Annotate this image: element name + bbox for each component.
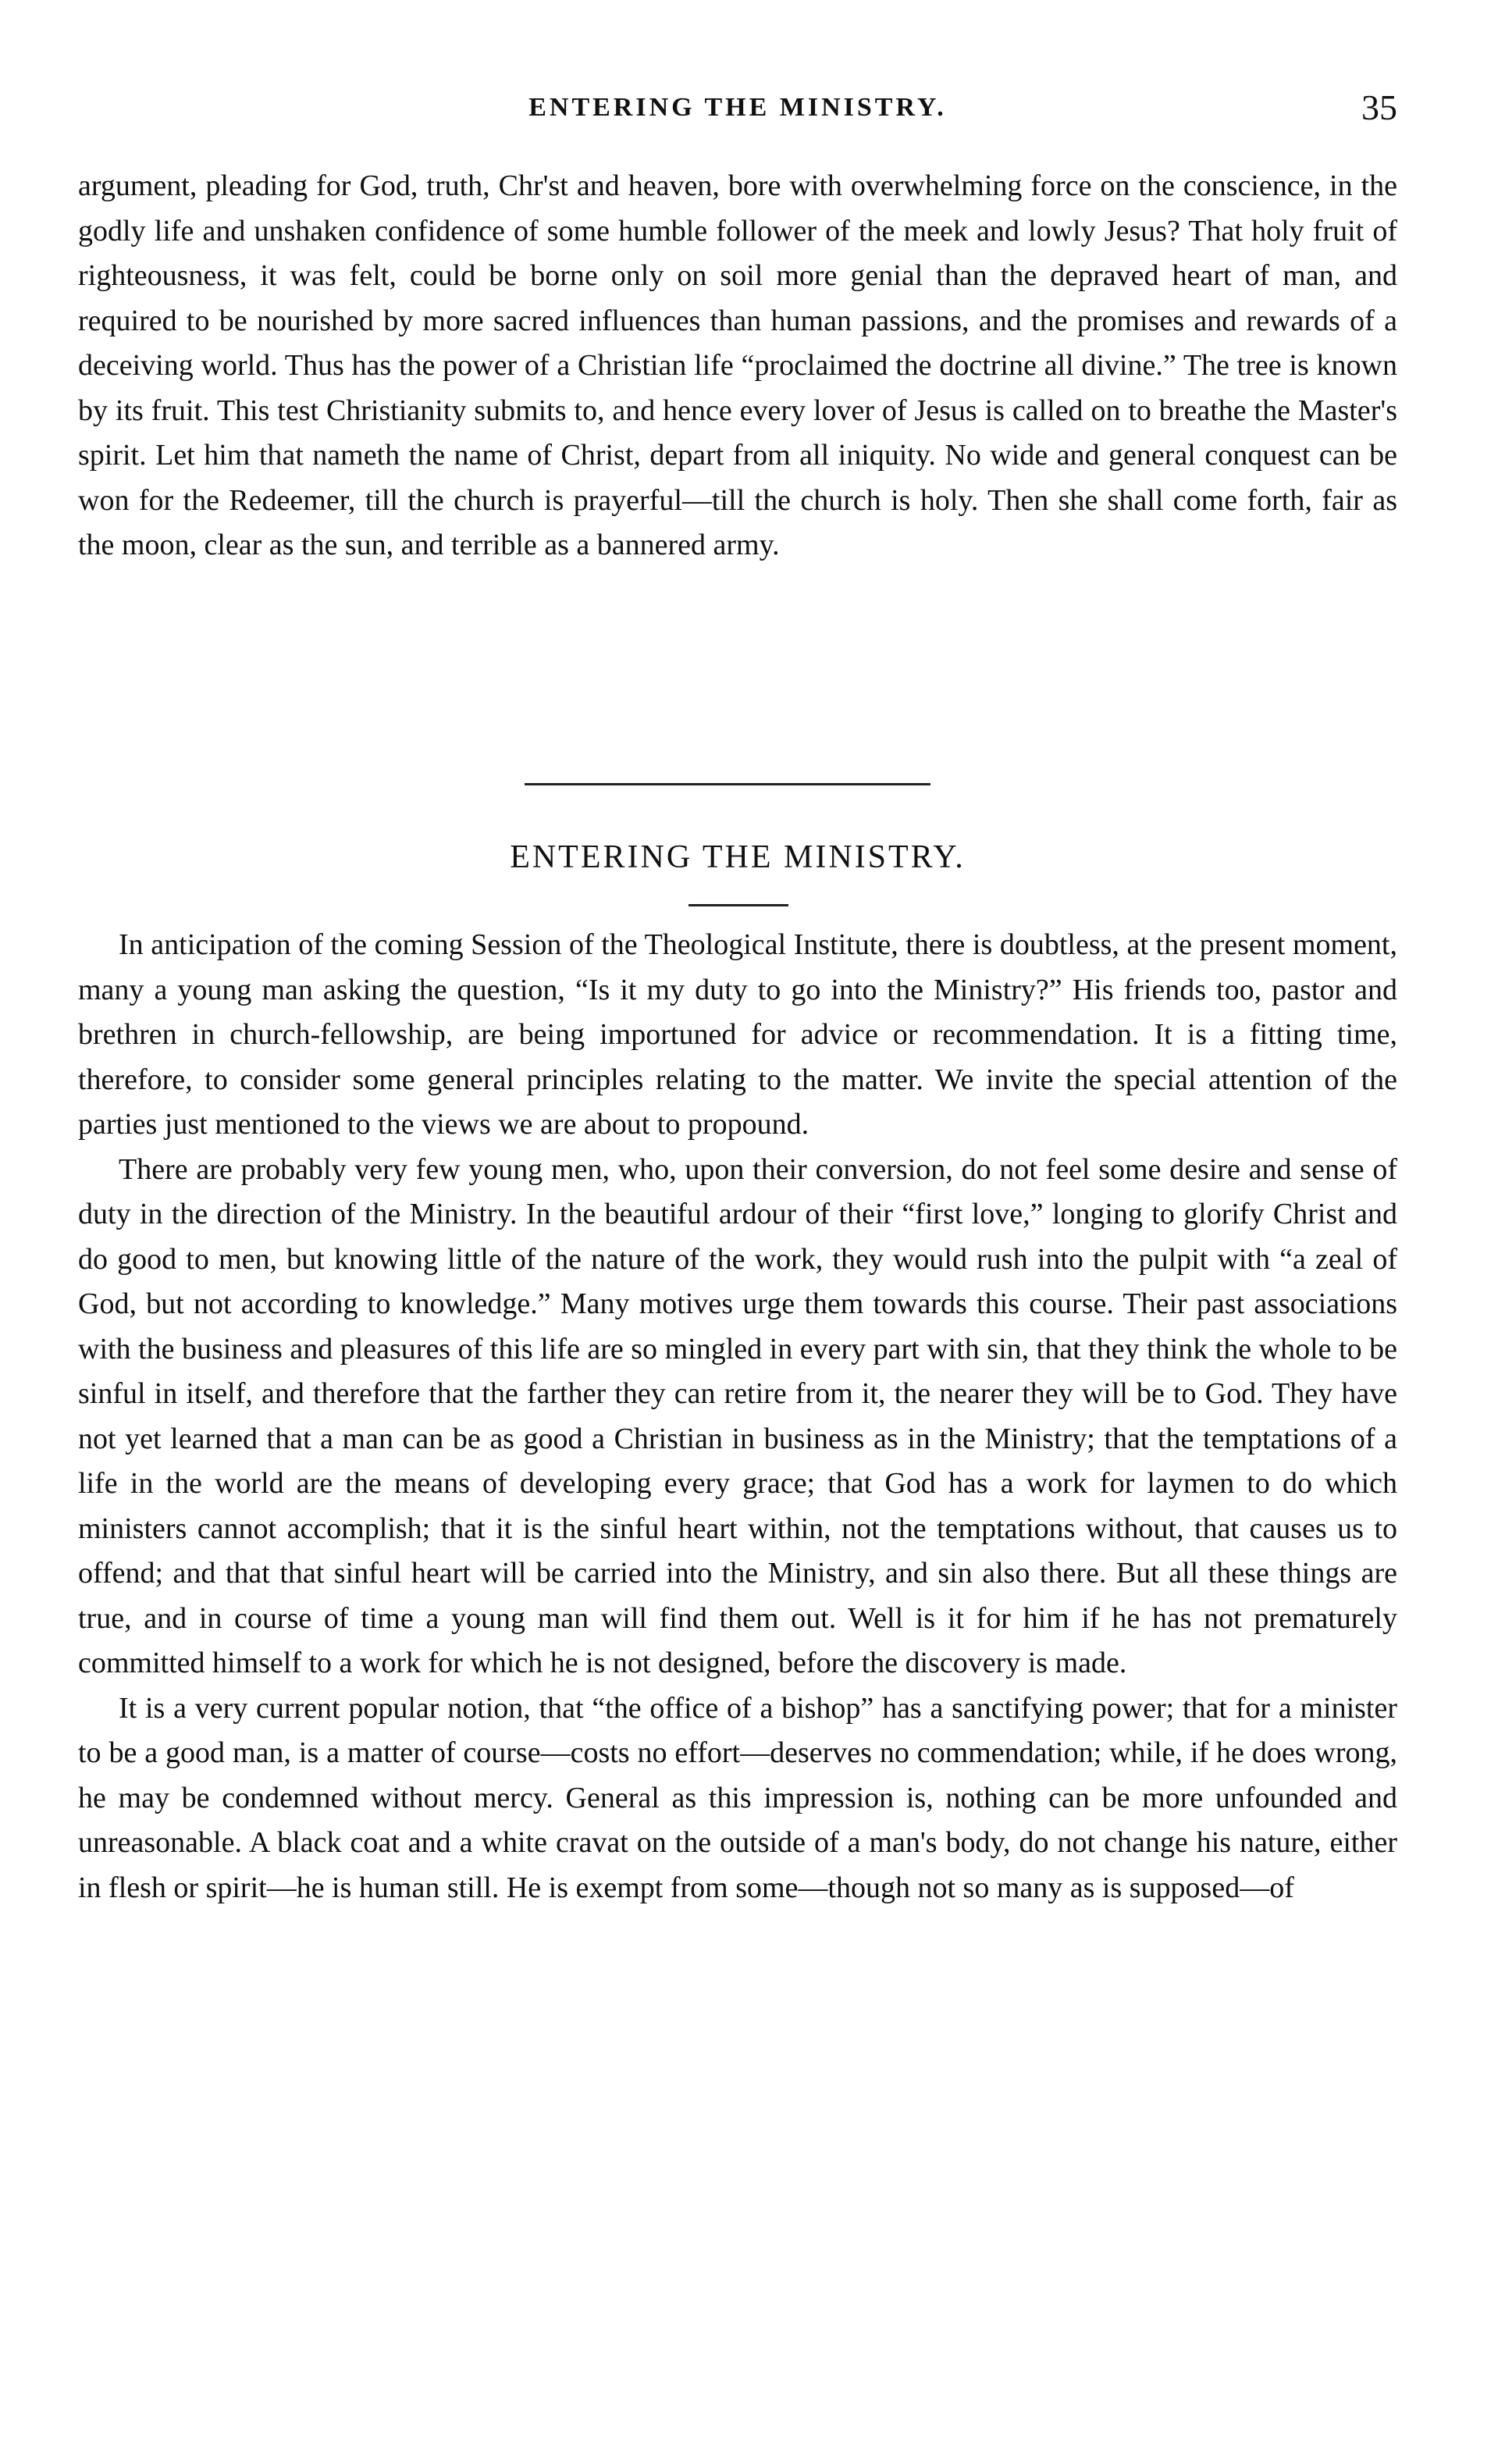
section-divider-rule <box>525 783 930 785</box>
section-body <box>78 923 1397 1910</box>
page-number: 35 <box>1361 87 1397 127</box>
section-title: ENTERING THE MINISTRY. <box>510 839 966 875</box>
title-underline-rule <box>688 904 788 906</box>
continued-paragraph: argument, pleading for God, truth, Chr'st and heaven, bore with overwhelming force on the conscience, in the godly life and unshaken confidence of some humble follower of the meek and lowly Jesus? That holy fruit of righteousness, it was felt, could be borne only on soil more genial than the depraved heart of man, and required to be nourished by more sacred influences than human passions, and the promises and rewards of a deceiving world. Thus has the power of a Christian life “proclaimed the doctrine all divine.” The tree is known by its fruit. This test Christianity submits to, and hence every lover of Jesus is called on to breathe the Master's spirit. Let him that nameth the name of Christ, depart from all iniquity. No wide and general conquest can be won for the Redeemer, till the church is prayerful—till the church is holy. Then she shall come forth, fair as the moon, clear as the sun, and terrible as a bannered army. <box>78 169 1397 561</box>
paragraph-2: There are probably very few young men, who, upon their conversion, do not feel some desire and sense of duty in the direction of the Ministry. In the beautiful ardour of their “first love,” longing to glorify Christ and do good to men, but knowing little of the nature of the work, they would rush into the pulpit with “a zeal of God, but not according to knowledge.” Many motives urge them towards this course. Their past associations with the business and pleasures of this life are so mingled in every part with sin, that they think the whole to be sinful in itself, and therefore that the farther they can retire from it, the nearer they will be to God. They have not yet learned that a man can be as good a Christian in business as in the Ministry; that the temptations of a life in the world are the means of developing every grace; that God has a work for laymen to do which ministers cannot accomplish; that it is the sinful heart within, not the temptations without, that causes us to offend; and that that sinful heart will be carried into the Ministry, and sin also there. But all these things are true, and in course of time a young man will find them out. Well is it for him if he has not prematurely committed himself to a work for which he is not designed, before the discovery is made. <box>78 1152 1397 1679</box>
paragraph-1: In anticipation of the coming Session of the Theological Institute, there is doubtless, at the present moment, many a young man asking the question, “Is it my duty to go into the Ministry?” His friends too, pastor and brethren in church-fellowship, are being importuned for advice or recommendation. It is a fitting time, therefore, to consider some general principles relating to the matter. We invite the special attention of the parties just mentioned to the views we are about to propound. <box>78 928 1397 1141</box>
running-title: ENTERING THE MINISTRY. <box>528 93 947 122</box>
running-head <box>78 84 1397 131</box>
continued-article <box>78 164 1397 568</box>
paragraph-3: It is a very current popular notion, that “the office of a bishop” has a sanctifying power; that for a minister to be a good man, is a matter of course—costs no effort—deserves no commendation; while, if he does wrong, he may be condemned without mercy. General as this impression is, nothing can be more unfounded and unreasonable. A black coat and a white cravat on the outside of a man's body, do not change his nature, either in flesh or spirit—he is human still. He is exempt from some—though not so many as is supposed—of <box>78 1691 1397 1904</box>
